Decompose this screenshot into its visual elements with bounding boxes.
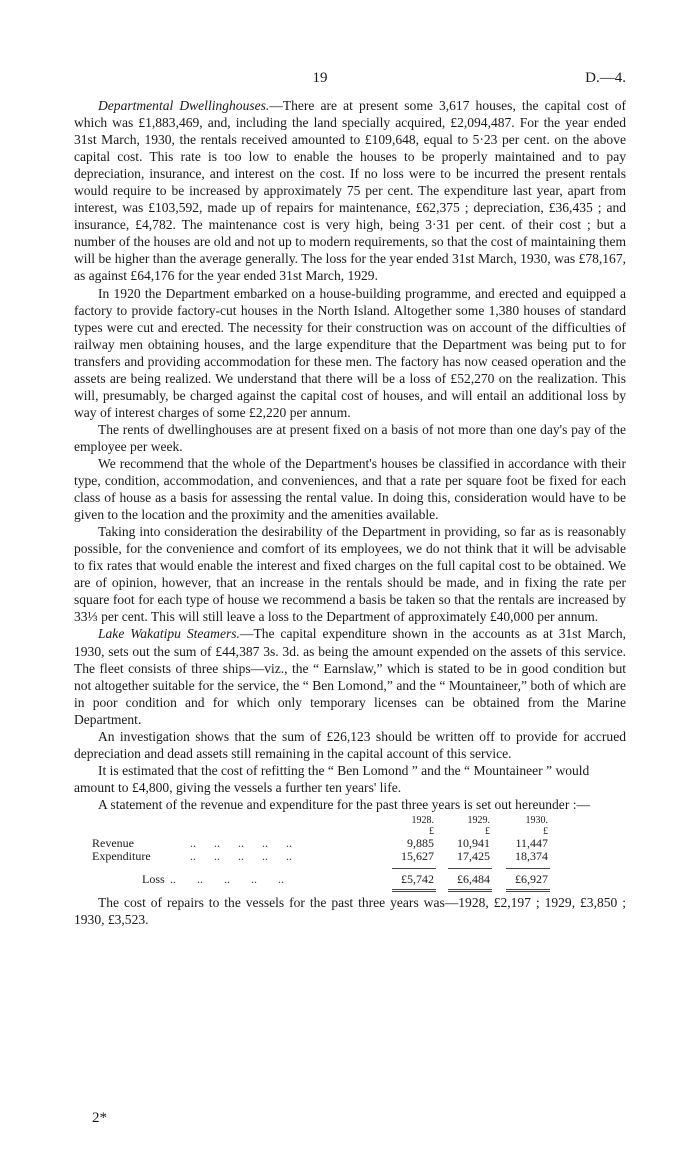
- row-label: Revenue: [92, 835, 134, 850]
- signature-mark: 2*: [92, 1110, 107, 1126]
- section-lead-dwellinghouses: Departmental Dwellinghouses.: [98, 98, 270, 113]
- table-cell: 11,447: [515, 835, 548, 850]
- year-header: 1929.: [467, 814, 490, 826]
- double-rule: [392, 889, 436, 892]
- table-cell: 9,885: [407, 835, 434, 850]
- total-cell: £6,927: [515, 871, 548, 886]
- document-reference: D.—4.: [585, 70, 626, 86]
- page-header: [0, 70, 700, 94]
- table-cell: 17,425: [457, 848, 490, 863]
- paragraph-repairs-cost: The cost of repairs to the vessels for the past three years was—1928, £2,197 ; 1929, £3,850 ; 1930, £3,523.: [74, 894, 626, 928]
- table-total-row: [74, 873, 626, 886]
- table-row: [74, 850, 626, 863]
- section-lead-steamers: Lake Wakatipu Steamers.: [98, 626, 240, 642]
- rule: [506, 868, 550, 869]
- dot-leader: .. .. .. .. ..: [178, 848, 292, 863]
- currency-header: £: [543, 825, 548, 837]
- page-number: 19: [312, 70, 328, 86]
- dot-leader: .. .. .. .. ..: [178, 835, 292, 850]
- double-rule: [506, 889, 550, 892]
- rule: [392, 868, 436, 869]
- body-text: [74, 97, 626, 928]
- total-cell: £5,742: [401, 871, 434, 886]
- paragraph-statement-intro: A statement of the revenue and expenditure for the past three years is set out hereunder :—: [98, 796, 591, 812]
- paragraph-rents: The rents of dwellinghouses are at present fixed on a basis of not more than one day's pay of the employee per week.: [74, 421, 626, 454]
- table-cell: 15,627: [401, 848, 434, 863]
- paragraph-steamers: Lake Wakatipu Steamers.—The capital expenditure shown in the accounts as at 31st March, 1930, sets out the sum of £44,387 3s. 3d. as being the amount expended on the assets of this service. The fleet consists of three ships—viz., the “ Earnslaw,” which is stated to be in good condition but not altogether suitable for the service, the “ Ben Lomond,” and the “ Mountaineer,” both of which are in poor condition and for which only temporary licenses can be obtained from the Marine Department.: [74, 626, 626, 727]
- paragraph-rental-increase: Taking into consideration the desirability of the Department in providing, so far as is reasonably possible, for the convenience and comfort of its employees, we do not think that it will be advisable to fix rates that would enable the interest and fixed charges on the full capital cost to be obtained. We are of opinion, however, that an increase in the rentals should be made, and in fixing the rate per square foot for each type of house we recommend a basis be taken so that the rentals are increased by 33⅓ per cent. This will still leave a loss to the Department of approximately £40,000 per annum.: [74, 524, 626, 625]
- double-rule: [448, 889, 492, 892]
- currency-header: £: [485, 825, 490, 837]
- currency-header: £: [429, 825, 434, 837]
- year-header: 1928.: [411, 814, 434, 826]
- dot-leader: .. .. .. .. ..: [164, 871, 284, 886]
- table-double-rule-row: [74, 886, 626, 894]
- total-cell: £6,484: [457, 871, 490, 886]
- revenue-expenditure-table: [74, 815, 626, 894]
- table-cell: 18,374: [515, 848, 548, 863]
- paragraph-house-building: In 1920 the Department embarked on a house-building programme, and erected and equipped a factory to provide factory-cut houses in the North Island. Altogether some 1,380 houses of standard types were cut and erected. The necessity for their construction was on account of the difficulties of railway men obtaining houses, and the large expenditure that the Department was being put to for transfers and providing accommodation for these men. The factory has now ceased operation and the assets are being realized. We understand that there will be a loss of £52,270 on the realization. This will, presumably, be charged against the capital cost of houses, and will entail an additional loss by way of interest charges of some £2,220 per annum.: [74, 285, 626, 420]
- total-label: Loss: [142, 871, 165, 886]
- paragraph-refitting: It is estimated that the cost of refitting the “ Ben Lomond ” and the “ Mountaineer ” would amount to £4,800, giving the vessels a further ten years' life.: [74, 762, 590, 795]
- paragraph-write-off: An investigation shows that the sum of £26,123 should be written off to provide for accrued depreciation and dead assets still remaining in the capital account of this service.: [74, 728, 626, 761]
- paragraph-dwellinghouses: Departmental Dwellinghouses.—There are at present some 3,617 houses, the capital cost of which was £1,883,469, and, including the land specially acquired, £2,094,487. For the year ended 31st March, 1930, the rentals received amounted to £109,648, equal to 5·23 per cent. on the above capital cost. This rate is too low to enable the houses to be properly maintained and to pay depreciation, insurance, and interest on the cost. If no loss were to be incurred the present rentals would require to be increased by approximately 75 per cent. The expenditure last year, apart from interest, was £103,592, made up of repairs for maintenance, £62,375 ; depreciation, £36,435 ; and insurance, £4,782. The maintenance cost is very high, being 3·31 per cent. of their cost ; but a number of the houses are old and not up to modern requirements, so that the cost of maintaining them will be higher than the average generally. The loss for the year ended 31st March, 1930, was £78,167, as against £64,176 for the year ended 31st March, 1929.: [74, 98, 627, 284]
- table-cell: 10,941: [457, 835, 490, 850]
- rule: [448, 868, 492, 869]
- year-header: 1930.: [525, 814, 548, 826]
- row-label: Expenditure: [92, 848, 151, 863]
- paragraph-recommendation: We recommend that the whole of the Department's houses be classified in accordance with their type, condition, accommodation, and conveniences, and that a rate per square foot be fixed for each class of house as a basis for assessing the rental value. In doing this, consideration would have to be given to the location and the proximity and the amenities available.: [74, 455, 626, 523]
